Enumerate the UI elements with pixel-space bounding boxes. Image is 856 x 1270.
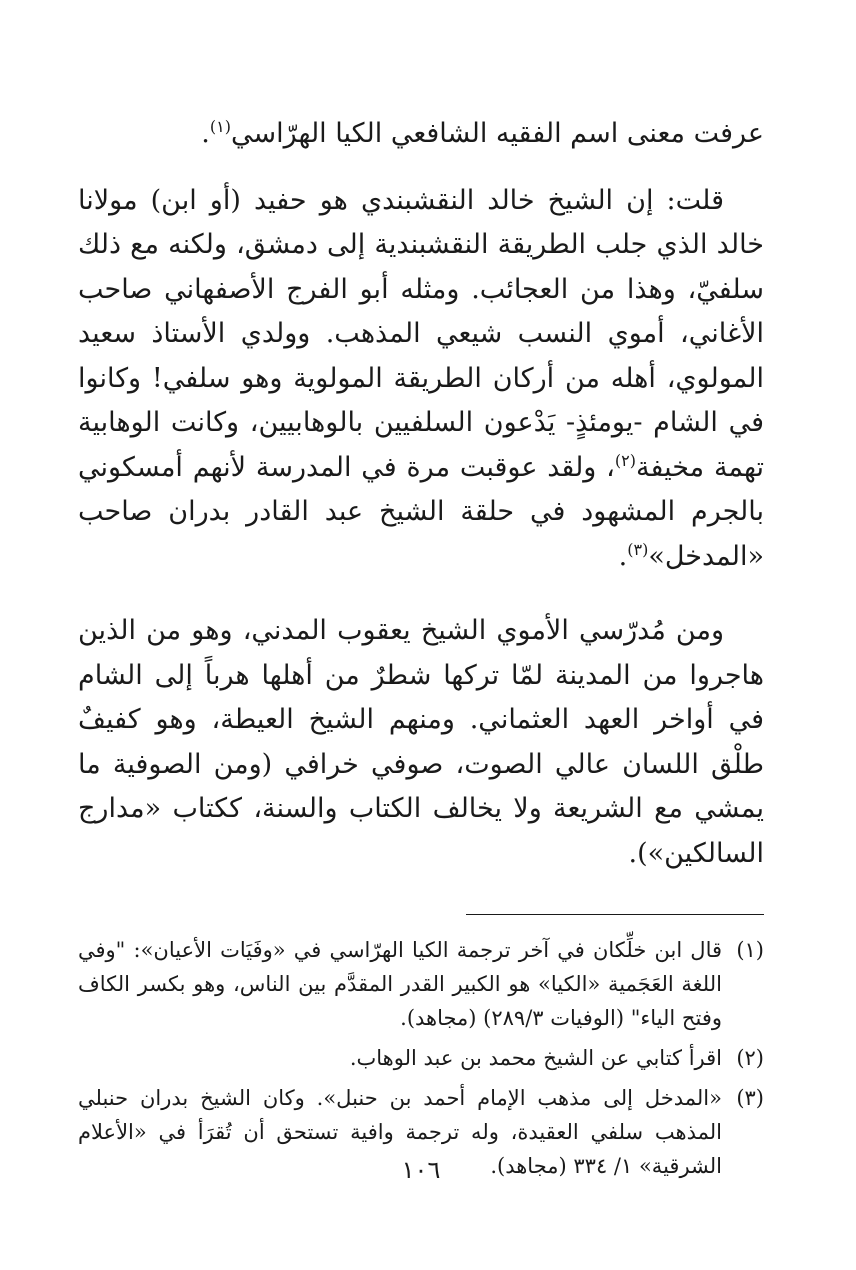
footnote-1 [78, 933, 764, 1035]
footnotes [78, 933, 764, 1183]
book-page [78, 96, 764, 1226]
paragraph-3 [78, 609, 764, 876]
paragraph-2-text-b: ، ولقد عوقبت مرة في المدرسة لأنهم أمسكوني بالجرم المشهود في حلقة الشيخ عبد القادر بدران صاحب «المدخل» [78, 451, 764, 572]
footnote-ref-2: (٢) [614, 450, 636, 470]
footnote-number: (٣) [736, 1086, 764, 1110]
paragraph-2-end: . [618, 540, 628, 572]
paragraph-2-text-a: قلت: إن الشيخ خالد النقشبندي هو حفيد (أو ابن) مولانا خالد الذي جلب الطريقة النقشبندية إلى دمشق، ولكنه مع ذلك سلفيّ، وهذا من العجائب. ومثله أبو الفرج الأصفهاني صاحب الأغاني، أموي النسب شيعي المذهب. وولدي الأستاذ سعيد المولوي، أهله من أركان الطريقة المولوية وهو سلفي! وكانوا في الشام -يومئذٍ- يَدْعون السلفيين بالوهابيين، وكانت الوهابية تهمة مخيفة [78, 184, 765, 483]
footnote-text: قال ابن خلِّكان في آخر ترجمة الكيا الهرّاسي في «وفَيَات الأعيان»: "وفي اللغة العَجَمية «الكيا» هو الكبير القدر المقدَّم بين الناس، وهو بكسر الكاف وفتح الياء" (الوفيات ٢٨٩/٣) (مجاهد). [78, 938, 722, 1030]
paragraph-3-text: ومن مُدرّسي الأموي الشيخ يعقوب المدني، وهو من الذين هاجروا من المدينة لمّا تركها شطرٌ من أهلها هرباً إلى الشام في أواخر العهد العثماني. ومنهم الشيخ العيطة، وهو كفيفٌ طلْق اللسان عالي الصوت، صوفي خرافي (ومن الصوفية ما يمشي مع الشريعة ولا يخالف الكتاب والسنة، ككتاب «مدارج السالكين»). [78, 615, 764, 869]
paragraph-2 [78, 179, 764, 580]
paragraph-1 [78, 112, 764, 157]
page-number: ١٠٦ [401, 1156, 441, 1184]
footnote-number: (١) [736, 938, 764, 962]
paragraph-1-text: عرفت معنى اسم الفقيه الشافعي الكيا الهرّاسي [230, 118, 764, 149]
footnote-number: (٢) [736, 1046, 764, 1070]
footnote-ref-3: (٣) [627, 539, 649, 559]
footnote-text: اقرأ كتابي عن الشيخ محمد بن عبد الوهاب. [349, 1046, 722, 1070]
footnote-ref-1: (١) [209, 117, 231, 136]
footnote-2 [78, 1041, 764, 1075]
footnote-text: «المدخل إلى مذهب الإمام أحمد بن حنبل». وكان الشيخ بدران حنبلي المذهب سلفي العقيدة، وله ترجمة وافية تستحق أن تُقرَأ في «الأعلام الشرقية» ١/ ٣٣٤ (مجاهد). [78, 1086, 722, 1178]
footnote-divider [466, 914, 764, 915]
paragraph-1-end: . [201, 118, 210, 149]
